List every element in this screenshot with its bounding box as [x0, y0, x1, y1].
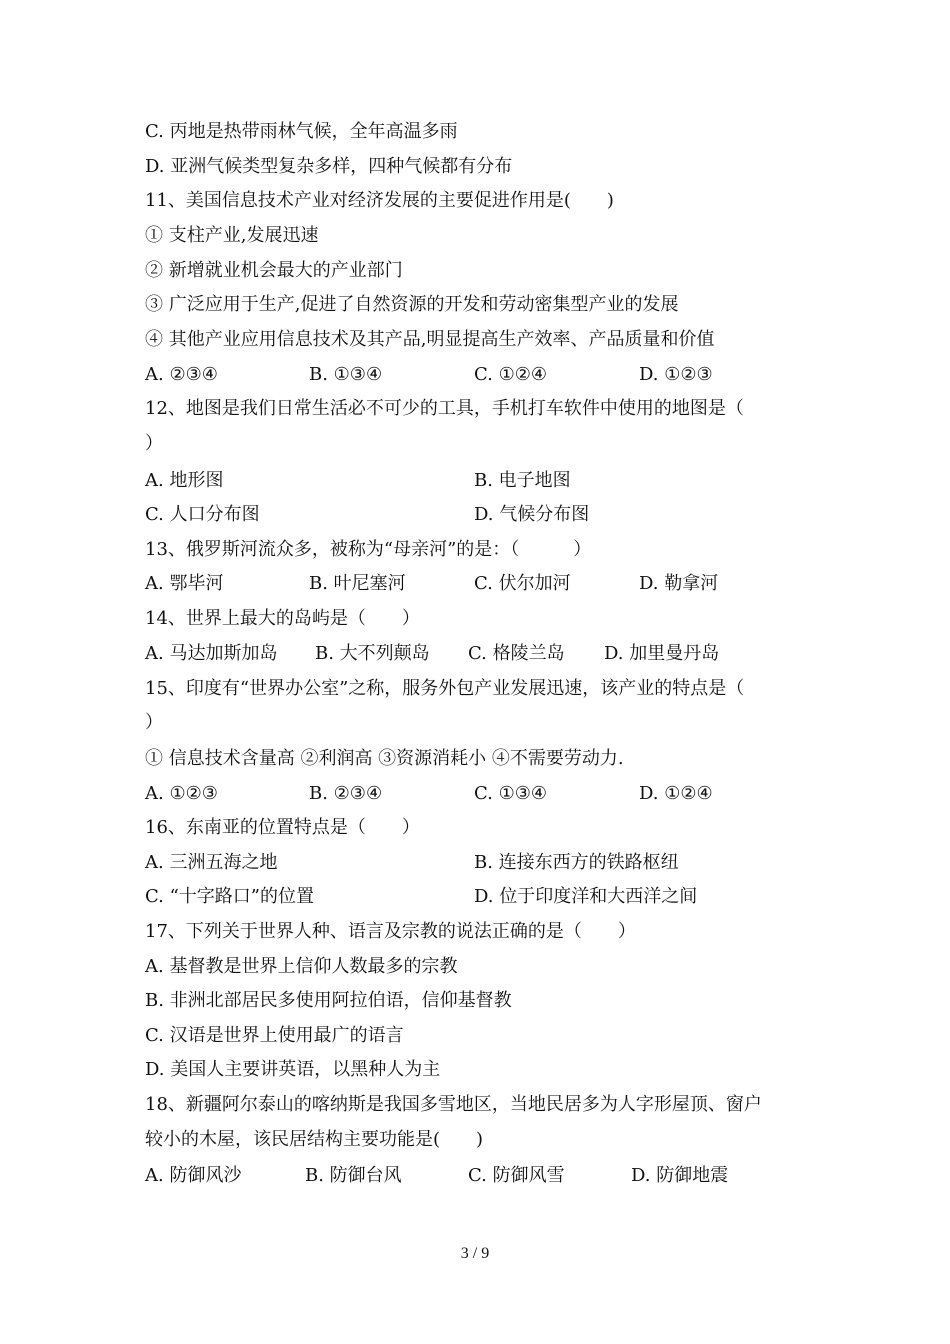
q16-option-b: B. 连接东西方的铁路枢纽 [474, 852, 679, 873]
q12-option-c: C. 人口分布图 [145, 504, 260, 525]
q10-option-c: C. 丙地是热带雨林气候，全年高温多雨 [145, 121, 458, 142]
q11-option-c: C. ①②④ [474, 364, 547, 385]
q18-option-c: C. 防御风雪 [468, 1165, 565, 1186]
q11-option-a: A. ②③④ [145, 364, 218, 385]
q13-option-a: A. 鄂毕河 [145, 573, 224, 594]
q15-option-a: A. ①②③ [145, 783, 218, 804]
q14-option-b: B. 大不列颠岛 [315, 643, 430, 664]
q18-option-a: A. 防御风沙 [145, 1165, 242, 1186]
q12-option-b: B. 电子地图 [474, 470, 571, 491]
page-number: 3 / 9 [460, 1245, 490, 1262]
q14-stem: 14、世界上最大的岛屿是（ ） [145, 608, 420, 629]
q12-stem-cont: ） [145, 433, 163, 454]
q17-option-d: D. 美国人主要讲英语，以黑种人为主 [145, 1059, 441, 1080]
q11-item-3: ③ 广泛应用于生产,促进了自然资源的开发和劳动密集型产业的发展 [145, 294, 679, 315]
q11-item-2: ② 新增就业机会最大的产业部门 [145, 260, 403, 281]
q17-option-b: B. 非洲北部居民多使用阿拉伯语，信仰基督教 [145, 990, 512, 1011]
q15-items: ① 信息技术含量高 ②利润高 ③资源消耗小 ④不需要劳动力. [145, 748, 624, 769]
q11-item-1: ① 支柱产业,发展迅速 [145, 225, 319, 246]
q17-option-c: C. 汉语是世界上使用最广的语言 [145, 1025, 404, 1046]
q14-option-d: D. 加里曼丹岛 [604, 643, 720, 664]
q13-option-d: D. 勒拿河 [639, 573, 719, 594]
q15-option-d: D. ①②④ [639, 783, 713, 804]
q15-stem: 15、印度有“世界办公室”之称，服务外包产业发展迅速，该产业的特点是（ [145, 678, 745, 699]
q16-stem: 16、东南亚的位置特点是（ ） [145, 817, 420, 838]
q18-option-d: D. 防御地震 [631, 1165, 729, 1186]
q11-option-b: B. ①③④ [309, 364, 383, 385]
q16-option-c: C. “十字路口”的位置 [145, 886, 314, 907]
q12-stem: 12、地图是我们日常生活必不可少的工具，手机打车软件中使用的地图是（ [145, 398, 744, 419]
q13-option-c: C. 伏尔加河 [474, 573, 571, 594]
q17-option-a: A. 基督教是世界上信仰人数最多的宗教 [145, 956, 458, 977]
q15-stem-cont: ） [145, 712, 163, 733]
q16-option-d: D. 位于印度洋和大西洋之间 [474, 886, 698, 907]
q16-option-a: A. 三洲五海之地 [145, 852, 278, 873]
q11-option-d: D. ①②③ [639, 364, 713, 385]
q15-option-c: C. ①③④ [474, 783, 547, 804]
q13-option-b: B. 叶尼塞河 [309, 573, 406, 594]
q12-option-a: A. 地形图 [145, 470, 224, 491]
q13-stem: 13、俄罗斯河流众多，被称为“母亲河”的是：（ ） [145, 539, 592, 560]
q12-option-d: D. 气候分布图 [474, 504, 590, 525]
q17-stem: 17、下列关于世界人种、语言及宗教的说法正确的是（ ） [145, 921, 636, 942]
q18-stem-cont: 较小的木屋，该民居结构主要功能是( ) [145, 1129, 484, 1150]
q11-item-4: ④ 其他产业应用信息技术及其产品,明显提高生产效率、产品质量和价值 [145, 329, 715, 350]
q14-option-a: A. 马达加斯加岛 [145, 643, 278, 664]
q11-stem: 11、美国信息技术产业对经济发展的主要促进作用是( ) [145, 190, 614, 211]
q14-option-c: C. 格陵兰岛 [468, 643, 565, 664]
q18-stem: 18、新疆阿尔泰山的喀纳斯是我国多雪地区，当地民居多为人字形屋顶、窗户 [145, 1094, 762, 1115]
q10-option-d: D. 亚洲气候类型复杂多样，四种气候都有分布 [145, 156, 513, 177]
q15-option-b: B. ②③④ [309, 783, 383, 804]
q18-option-b: B. 防御台风 [305, 1165, 402, 1186]
